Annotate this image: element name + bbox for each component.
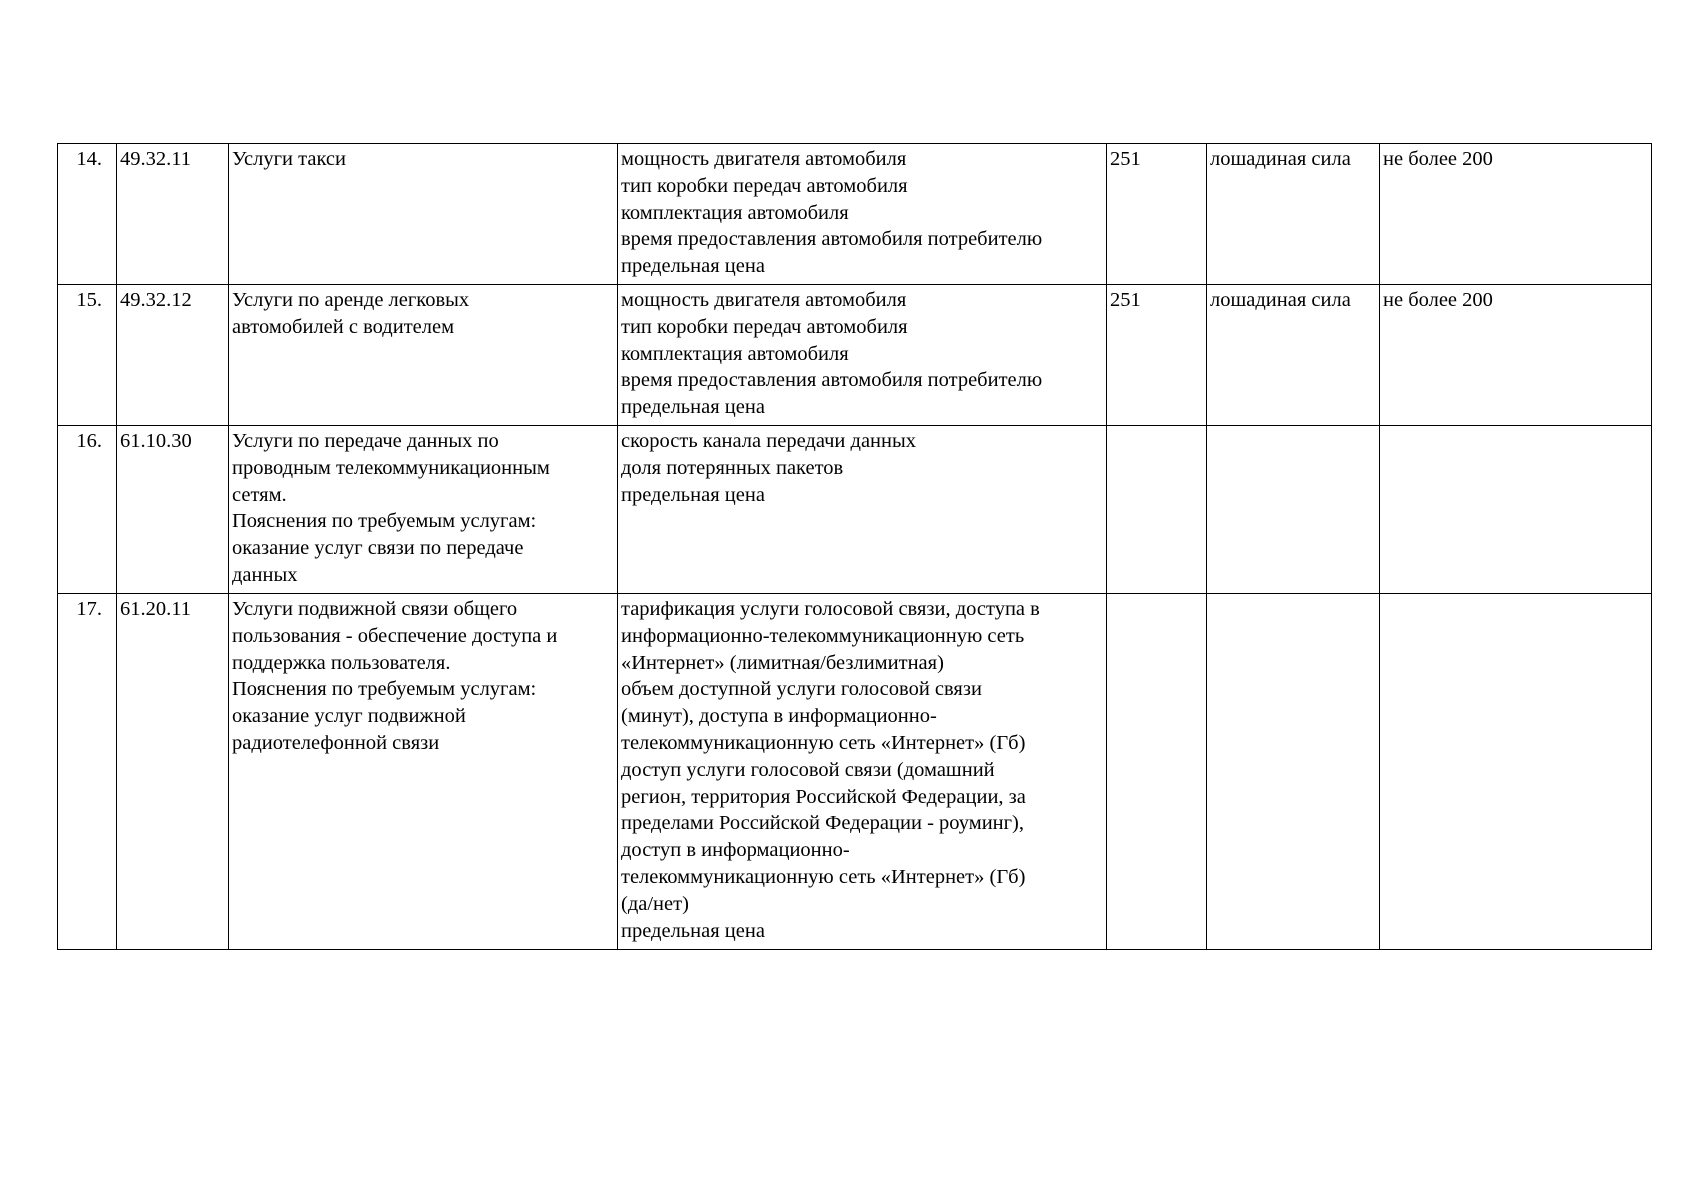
row-number: 14. [58, 144, 117, 285]
okei-code [1107, 594, 1207, 950]
service-name: Услуги такси [229, 144, 618, 285]
services-requirements-table [57, 143, 1652, 950]
service-characteristics: тарификация услуги голосовой связи, доступа в информационно-телекоммуникационную сеть «Интернет» (лимитная/безлимитная) объем доступной услуги голосовой связи (минут), доступа в информационно- телекоммуникационную сеть «Интернет» (Гб) доступ услуги голосовой связи (домашний регион, территория Российской Федерации, за пределами Российской Федерации - роуминг), доступ в информационно- телекоммуникационную сеть «Интернет» (Гб) (да/нет) предельная цена [618, 594, 1107, 950]
row-number: 16. [58, 426, 117, 594]
service-characteristics: мощность двигателя автомобиля тип коробки передач автомобиля комплектация автомобиля время предоставления автомобиля потребителю предельная цена [618, 285, 1107, 426]
table-row [58, 594, 1652, 950]
okpd-code: 49.32.11 [117, 144, 229, 285]
unit-name [1207, 594, 1380, 950]
table-row [58, 144, 1652, 285]
row-number: 15. [58, 285, 117, 426]
service-characteristics: скорость канала передачи данных доля потерянных пакетов предельная цена [618, 426, 1107, 594]
characteristic-value [1380, 594, 1652, 950]
service-characteristics: мощность двигателя автомобиля тип коробки передач автомобиля комплектация автомобиля время предоставления автомобиля потребителю предельная цена [618, 144, 1107, 285]
table-row [58, 426, 1652, 594]
table-row [58, 285, 1652, 426]
characteristic-value: не более 200 [1380, 285, 1652, 426]
service-name: Услуги подвижной связи общего пользования - обеспечение доступа и поддержка пользователя. Пояснения по требуемым услугам: оказание услуг подвижной радиотелефонной связи [229, 594, 618, 950]
service-name: Услуги по аренде легковых автомобилей с водителем [229, 285, 618, 426]
unit-name [1207, 426, 1380, 594]
characteristic-value: не более 200 [1380, 144, 1652, 285]
characteristic-value [1380, 426, 1652, 594]
okpd-code: 61.10.30 [117, 426, 229, 594]
okei-code: 251 [1107, 144, 1207, 285]
service-name: Услуги по передаче данных по проводным телекоммуникационным сетям. Пояснения по требуемым услугам: оказание услуг связи по передаче данных [229, 426, 618, 594]
okei-code [1107, 426, 1207, 594]
unit-name: лошадиная сила [1207, 285, 1380, 426]
okpd-code: 61.20.11 [117, 594, 229, 950]
row-number: 17. [58, 594, 117, 950]
okpd-code: 49.32.12 [117, 285, 229, 426]
okei-code: 251 [1107, 285, 1207, 426]
unit-name: лошадиная сила [1207, 144, 1380, 285]
